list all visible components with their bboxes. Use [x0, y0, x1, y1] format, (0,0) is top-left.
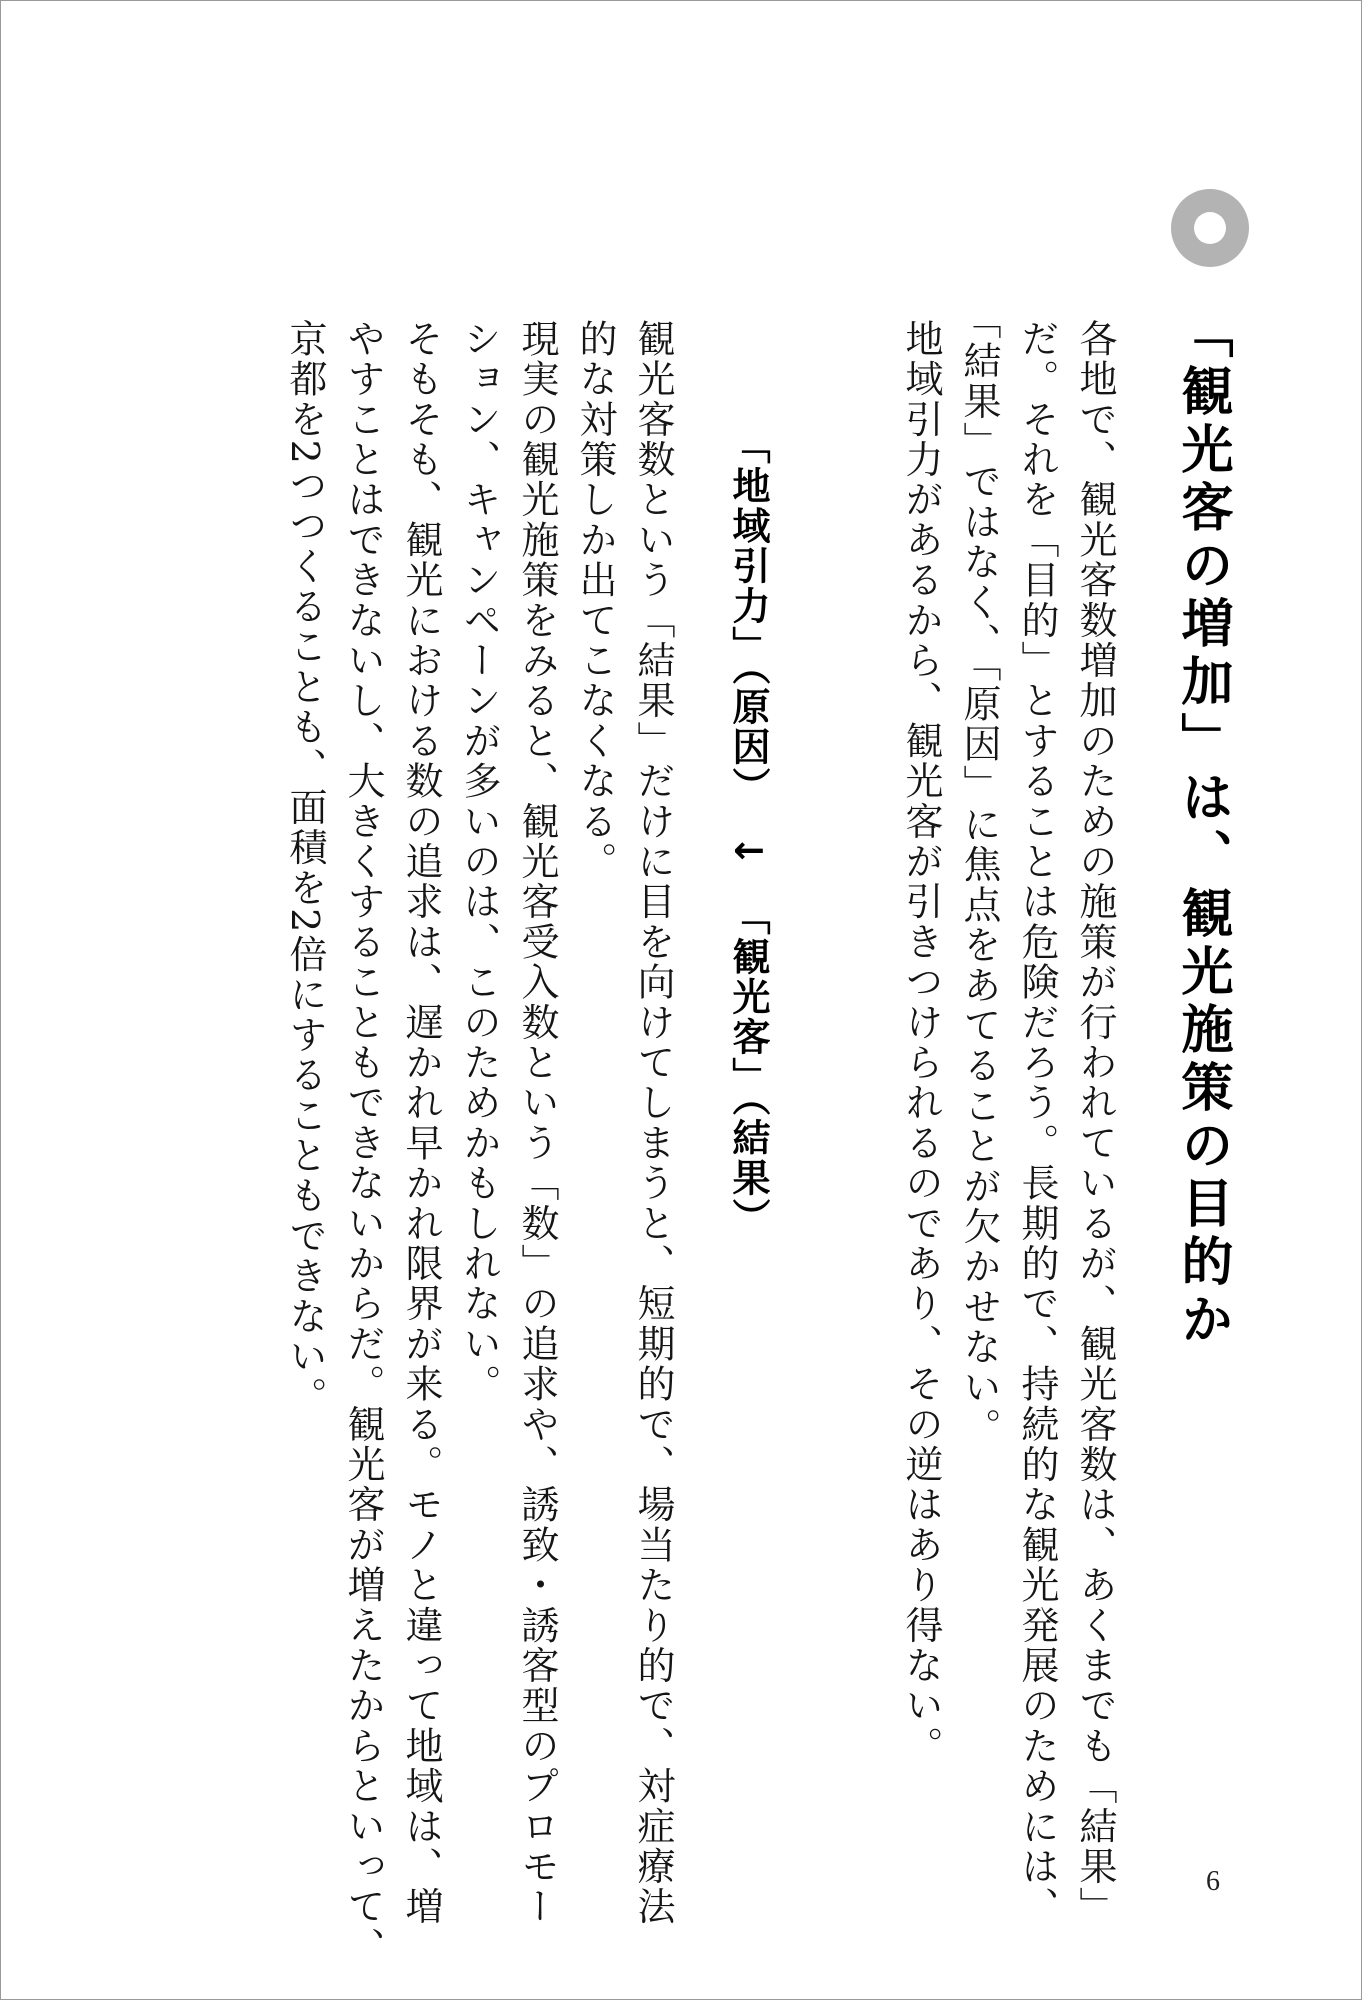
paragraph-line: そもそも、観光における数の追求は、遅かれ早かれ限界が来る。モノと違って地域は、増 [399, 319, 443, 1927]
paragraph-line: 各地で、観光客数増加のための施策が行われているが、観光客数は、あくまでも「結果」 [1073, 319, 1117, 1927]
paragraph-line: 現実の観光施策をみると、観光客受入数という「数」の追求や、誘致・誘客型のプロモー [515, 319, 559, 1927]
formula-effect: 「観光客」 [726, 896, 770, 1097]
paragraph-line: 「結果」ではなく、「原因」に焦点をあてることが欠かせない。 [957, 301, 1001, 1448]
paragraph-line: 観光客数という「結果」だけに目を向けてしまうと、短期的で、場当たり的で、対症療法 [631, 319, 675, 1927]
circle-ring-icon [1171, 189, 1249, 267]
paragraph-line: やすことはできないし、大きくすることもできないからだ。観光客が増えたからといって、 [341, 319, 385, 1968]
formula-cause: 「地域引力」 [726, 426, 770, 666]
paragraph-line: だ。それを「目的」とすることは危険だろう。長期的で、持続的な観光発展のためには、 [1015, 319, 1059, 1927]
cause-effect-formula [726, 426, 770, 1238]
paragraph-line: ション、キャンペーンが多いのは、このためかもしれない。 [457, 319, 501, 1405]
paragraph-line: 的な対策しか出てこなくなる。 [573, 319, 617, 882]
arrow-down-icon: ↓ [726, 835, 770, 869]
section-title: 「観光客の増加」は、観光施策の目的か [1172, 306, 1232, 1350]
formula-effect-tag: （結果） [726, 1096, 770, 1238]
paragraph-line: 地域引力があるから、観光客が引きつけられるのであり、その逆はあり得ない。 [899, 319, 943, 1767]
page-number: 6 [1206, 1866, 1220, 1897]
paragraph-line: 京都を2つつくることも、面積を2倍にすることもできない。 [283, 319, 327, 1417]
formula-cause-tag: （原因） [726, 666, 770, 807]
